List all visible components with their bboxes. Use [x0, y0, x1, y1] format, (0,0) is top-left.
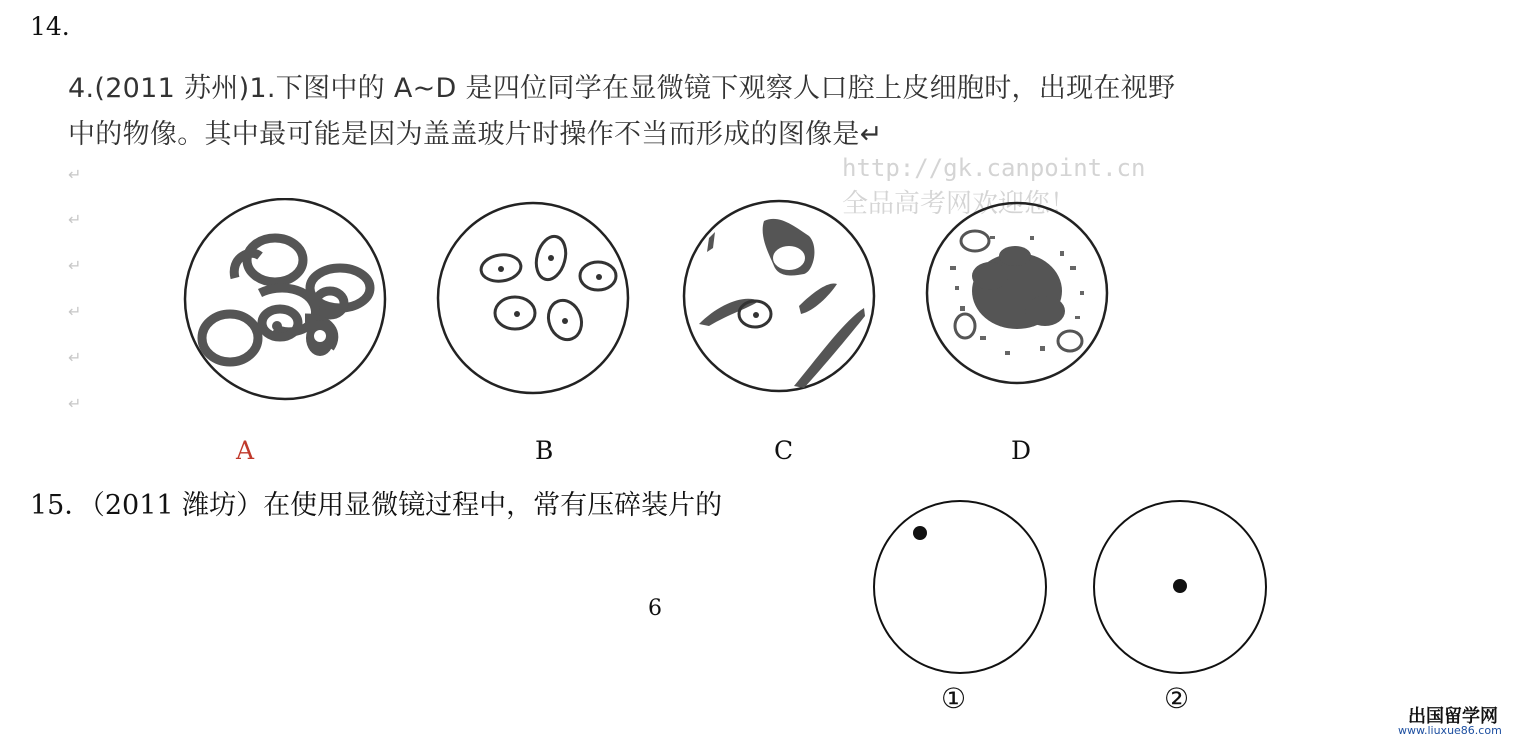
paragraph-mark: ↵: [68, 348, 82, 367]
caption-1: ①: [941, 682, 967, 715]
field-of-view-1: [872, 497, 1048, 677]
option-label-d: D: [1011, 436, 1032, 465]
specimen-dot-1: [913, 526, 927, 540]
microscope-view-d: [920, 196, 1114, 390]
question-text-line-1: 4.(2011 苏州)1.下图中的 A~D 是四位同学在显微镜下观察人口腔上皮细胞时，出现在视野: [68, 73, 1176, 104]
site-logo-url: www.liuxue86.com: [1398, 724, 1502, 737]
site-logo-name: 出国留学网: [1408, 706, 1498, 727]
option-label-b: B: [535, 436, 554, 465]
paragraph-mark: ↵: [68, 210, 82, 229]
microscope-view-a: [180, 198, 390, 402]
paragraph-mark: ↵: [68, 394, 82, 413]
paragraph-mark: ↵: [68, 302, 82, 321]
watermark-url: http://gk.canpoint.cn: [842, 154, 1146, 182]
microscope-view-c: [679, 196, 879, 396]
paragraph-mark: ↵: [68, 256, 82, 275]
option-label-c: C: [774, 436, 794, 465]
question-14-number: 14.: [30, 12, 70, 41]
question-text-line-2: 中的物像。其中最可能是因为盖盖玻片时操作不当而形成的图像是↵: [68, 119, 883, 150]
watermark-text: 全品高考网欢迎您！: [842, 189, 1077, 219]
specimen-dot-2: [1173, 579, 1187, 593]
question-15-text: 15．（2011 潍坊）在使用显微镜过程中，常有压碎装片的: [30, 490, 723, 521]
microscope-view-b: [433, 198, 633, 398]
field-of-view-2: [1092, 497, 1268, 677]
paragraph-mark: ↵: [68, 165, 82, 184]
page-number: 6: [648, 596, 662, 621]
option-label-a: A: [236, 436, 255, 465]
caption-2: ②: [1164, 682, 1190, 715]
